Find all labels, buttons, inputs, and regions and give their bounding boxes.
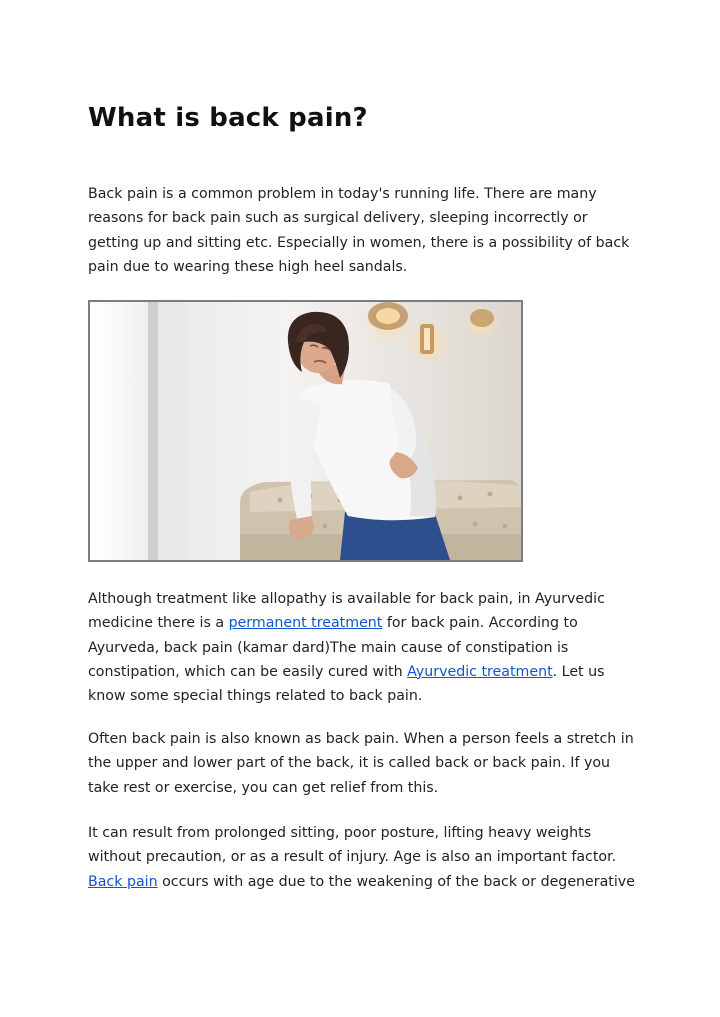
back-pain-photo: [88, 300, 523, 562]
treatment-text-1: Although treatment like allopathy is available for back pain, in Ayurvedic medicine there is a: [88, 591, 605, 632]
treatment-text-3: . Let us know some special things related to back pain.: [88, 663, 605, 705]
treatment-paragraph: [88, 587, 636, 708]
page-title: What is back pain?: [88, 103, 368, 133]
back-pain-link[interactable]: Back pain: [88, 873, 158, 890]
causes-paragraph: [88, 821, 636, 894]
ayurvedic-treatment-link[interactable]: Ayurvedic treatment: [407, 663, 553, 680]
intro-paragraph: Back pain is a common problem in today's running life. There are many reasons for back pain such as surgical delivery, sleeping incorrectly or getting up and sitting etc. Especially in women, there is a possibility of back pain due to wearing these high heel sandals.: [88, 186, 630, 275]
permanent-treatment-link[interactable]: permanent treatment: [228, 615, 383, 632]
causes-text-1: It can result from prolonged sitting, poor posture, lifting heavy weights without precaution, or as a result of injury. Age is also an important factor.: [88, 825, 617, 866]
treatment-text-2: for back pain. According to Ayurveda, back pain (kamar dard)The main cause of constipation is constipation, which can be easily cured with: [88, 615, 578, 680]
definition-paragraph: Often back pain is also known as back pain. When a person feels a stretch in the upper and lower part of the back, it is called back or back pain. If you take rest or exercise, you can get relief from this.: [88, 731, 634, 796]
causes-text-2: occurs with age due to the weakening of the back or degenerative: [157, 873, 635, 890]
